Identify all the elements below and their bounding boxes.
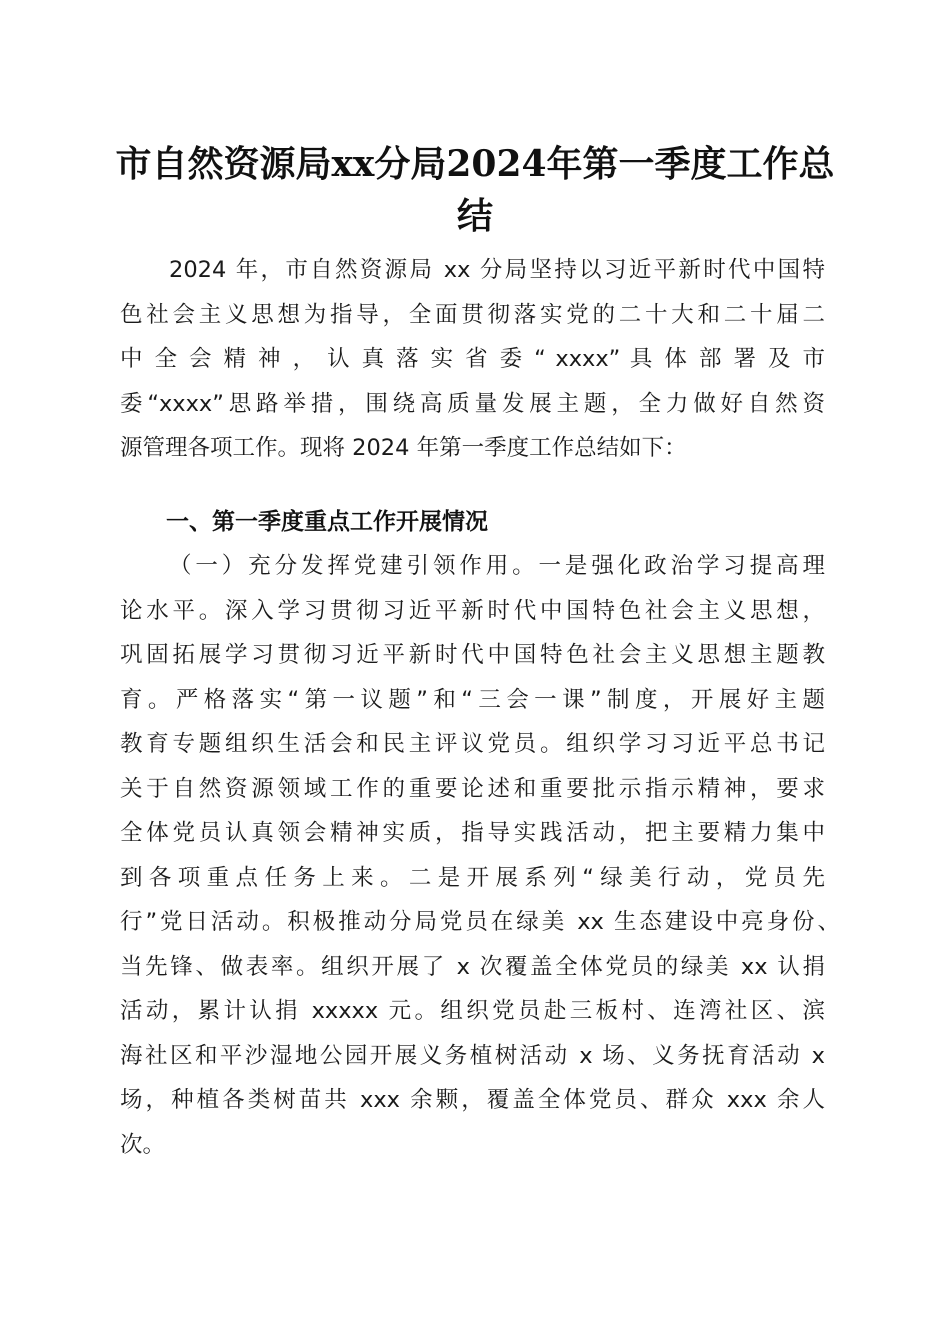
- section-paragraph-line: 活动，累计认捐 xxxxx 元。组织党员赴三板村、连湾社区、滨: [120, 998, 825, 1024]
- section-paragraph-line: 巩固拓展学习贯彻习近平新时代中国特色社会主义思想主题教: [120, 642, 825, 668]
- intro-paragraph-line: 委“xxxx”思路举措，围绕高质量发展主题，全力做好自然资: [120, 391, 825, 417]
- section-paragraph-line: 场，种植各类树苗共 xxx 余颗，覆盖全体党员、群众 xxx 余人: [120, 1087, 825, 1113]
- section-paragraph-line: 育。严格落实“第一议题”和“三会一课”制度，开展好主题: [120, 687, 825, 713]
- section-paragraph-line: 当先锋、做表率。组织开展了 x 次覆盖全体党员的绿美 xx 认捐: [120, 954, 825, 980]
- intro-paragraph-line: 2024 年，市自然资源局 xx 分局坚持以习近平新时代中国特: [169, 257, 825, 283]
- section-paragraph-line: 全体党员认真领会精神实质，指导实践活动，把主要精力集中: [120, 820, 825, 846]
- intro-paragraph-line: 中 全 会 精 神 ， 认 真 落 实 省 委 “ xxxx” 具 体 部 署 及 市: [120, 346, 825, 372]
- section-paragraph-line: （一）充分发挥党建引领作用。一是强化政治学习提高理: [169, 553, 825, 579]
- intro-paragraph-line: 色社会主义思想为指导，全面贯彻落实党的二十大和二十届二: [120, 302, 825, 328]
- section-paragraph-line: 海社区和平沙湿地公园开展义务植树活动 x 场、义务抚育活动 x: [120, 1043, 825, 1069]
- section-paragraph-line: 关于自然资源领域工作的重要论述和重要批示指示精神，要求: [120, 776, 825, 802]
- title-line-2: 结: [456, 195, 493, 237]
- section-heading: 一、第一季度重点工作开展情况: [166, 509, 488, 535]
- section-paragraph-line: 次。: [120, 1132, 166, 1158]
- document-title: [110, 138, 840, 242]
- section-paragraph-line: 论水平。深入学习贯彻习近平新时代中国特色社会主义思想，: [120, 598, 825, 624]
- intro-paragraph-line: 源管理各项工作。现将 2024 年第一季度工作总结如下：: [120, 435, 687, 461]
- section-paragraph-line: 到各项重点任务上来。二是开展系列“绿美行动，党员先: [120, 865, 825, 891]
- section-paragraph-line: 行”党日活动。积极推动分局党员在绿美 xx 生态建设中亮身份、: [120, 909, 840, 935]
- section-paragraph-line: 教育专题组织生活会和民主评议党员。组织学习习近平总书记: [120, 731, 825, 757]
- title-line-1: 市自然资源局xx分局2024年第一季度工作总: [115, 143, 835, 185]
